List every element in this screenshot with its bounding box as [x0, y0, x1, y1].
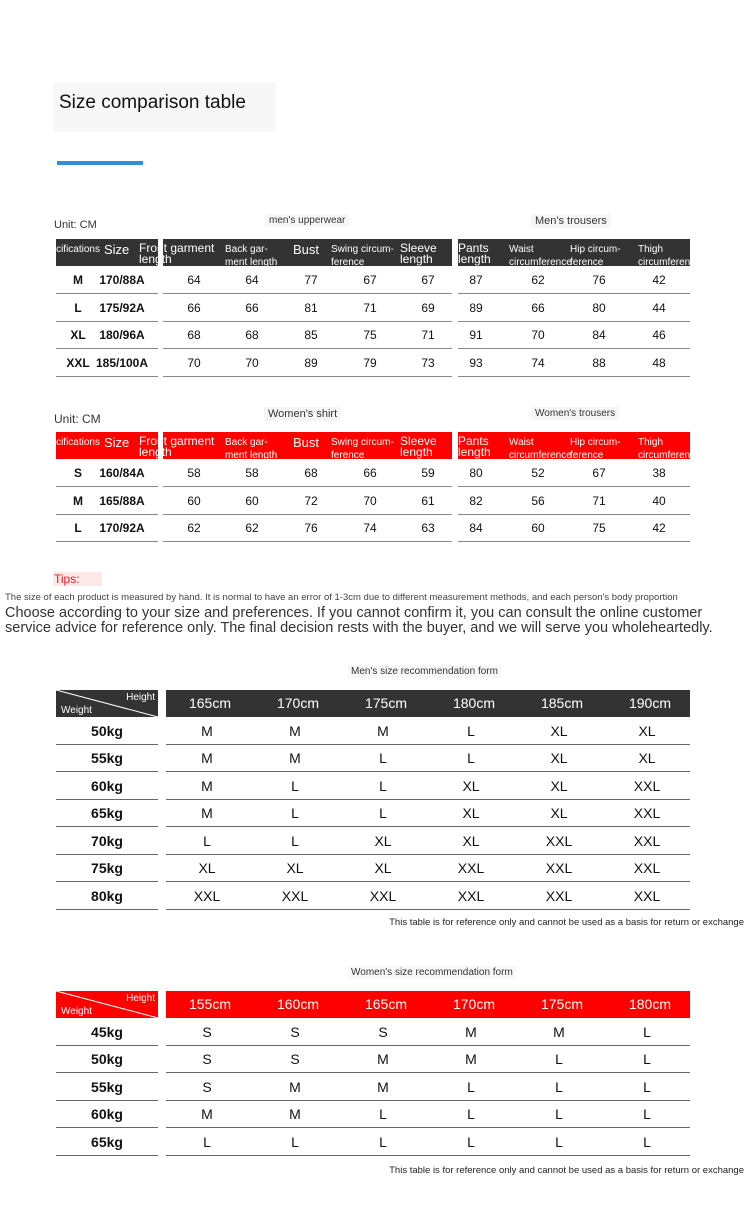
- size-cell: L: [555, 1051, 563, 1067]
- size-cell: M: [289, 750, 301, 766]
- table-cell: 76: [592, 273, 606, 287]
- size-cell: L: [291, 805, 299, 821]
- table-cell: 56: [531, 493, 545, 508]
- table-cell: 91: [469, 328, 483, 342]
- table-row: [166, 1046, 690, 1073]
- table-cell: 38: [652, 466, 666, 480]
- table-cell: 80: [469, 466, 483, 480]
- weight-label: 50kg: [56, 1046, 158, 1073]
- womens-unit-label: Unit: CM: [54, 412, 101, 426]
- table-cell: 170/92A: [99, 521, 145, 535]
- tips-main-text: Choose according to your size and preferences. If you cannot confirm it, you can consult the online customer service advice for reference only. The final decision rests with the buyer, and we will serve you wholeheartedly.: [5, 605, 713, 636]
- table-cell: 52: [531, 466, 545, 480]
- size-cell: L: [379, 1133, 387, 1150]
- size-cell: XXL: [457, 887, 485, 904]
- size-cell: XL: [550, 805, 568, 821]
- height-header: 160cm: [276, 996, 320, 1012]
- table-cell: 60: [531, 521, 545, 535]
- mens-lower-title: Men's trousers: [531, 214, 611, 228]
- size-cell: L: [203, 832, 211, 849]
- corner-cell: [56, 991, 158, 1018]
- mens-rec-note: This table is for reference only and cannot be used as a basis for return or exchange: [389, 917, 744, 928]
- size-cell: L: [291, 832, 299, 849]
- table-cell: 80: [592, 300, 606, 315]
- size-cell: XXL: [633, 777, 661, 794]
- size-cell: XXL: [457, 860, 485, 876]
- table-cell: L: [74, 300, 82, 315]
- table-cell: 70: [245, 355, 259, 370]
- size-cell: XL: [462, 805, 480, 821]
- table-cell: 59: [421, 466, 435, 480]
- table-cell: 68: [245, 328, 259, 342]
- corner-height-label: Height: [126, 692, 155, 703]
- table-cell: L: [74, 521, 82, 535]
- table-cell: 69: [421, 300, 435, 315]
- size-cell: M: [465, 1051, 477, 1067]
- column-header: Pants length: [458, 434, 491, 459]
- height-header: 165cm: [364, 996, 408, 1012]
- table-cell: 74: [531, 355, 545, 370]
- size-cell: XXL: [281, 887, 309, 904]
- weight-label: 80kg: [56, 883, 158, 910]
- mens-upper-title: men's upperwear: [265, 214, 349, 227]
- table-cell: 68: [304, 466, 318, 480]
- size-cell: L: [379, 1106, 387, 1122]
- table-cell: M: [73, 493, 83, 508]
- column-header: Front garment length: [139, 434, 215, 459]
- table-cell: M: [73, 273, 83, 287]
- column-header: Pants length: [458, 241, 491, 266]
- size-cell: L: [555, 1106, 563, 1122]
- table-cell: 89: [469, 300, 483, 315]
- column-header: Waist circumference: [509, 244, 572, 268]
- size-cell: L: [467, 1133, 475, 1150]
- table-cell: XL: [70, 328, 86, 342]
- size-cell: XXL: [369, 887, 397, 904]
- table-cell: 70: [187, 355, 201, 370]
- table-cell: 66: [245, 300, 259, 315]
- table-cell: 180/96A: [99, 328, 145, 342]
- column-header: Back gar-ment length: [225, 437, 278, 461]
- table-row: [166, 718, 690, 745]
- column-header: Back gar-ment length: [225, 244, 278, 268]
- size-cell: M: [201, 722, 213, 739]
- size-cell: L: [467, 722, 475, 739]
- size-cell: M: [377, 722, 389, 739]
- weight-label: 65kg: [56, 800, 158, 827]
- table-cell: 89: [304, 355, 318, 370]
- column-header: Hip circum-ference: [570, 437, 621, 461]
- womens-rec-title: Women's size recommendation form: [348, 966, 516, 979]
- table-cell: 87: [469, 273, 483, 287]
- table-cell: 77: [304, 273, 318, 287]
- table-cell: 75: [363, 328, 377, 342]
- table-cell: 67: [421, 273, 435, 287]
- size-cell: XL: [374, 832, 392, 849]
- size-cell: XXL: [193, 887, 221, 904]
- size-cell: S: [202, 1051, 212, 1067]
- table-row: [166, 883, 690, 910]
- table-cell: 170/88A: [99, 273, 145, 287]
- table-cell: 71: [421, 328, 435, 342]
- table-cell: 60: [187, 493, 201, 508]
- column-header: Waist circumference: [509, 437, 572, 461]
- height-header: 180cm: [452, 695, 496, 711]
- corner-weight-label: Weight: [61, 1006, 92, 1017]
- table-cell: 66: [187, 300, 201, 315]
- table-cell: 81: [304, 300, 318, 315]
- size-cell: L: [467, 1078, 475, 1095]
- height-header-row: [166, 690, 690, 717]
- size-cell: L: [291, 777, 299, 794]
- size-cell: L: [291, 1133, 299, 1150]
- weight-label: 55kg: [56, 1074, 158, 1101]
- size-cell: L: [643, 1078, 651, 1095]
- weight-label: 75kg: [56, 855, 158, 882]
- height-header: 155cm: [188, 996, 232, 1012]
- size-cell: XXL: [633, 887, 661, 904]
- size-cell: L: [643, 1106, 651, 1122]
- table-cell: 185/100A: [95, 355, 149, 370]
- womens-rec-note: This table is for reference only and cannot be used as a basis for return or exchange: [389, 1165, 744, 1176]
- height-header: 185cm: [540, 695, 584, 711]
- height-header: 180cm: [628, 996, 672, 1012]
- size-cell: XXL: [633, 860, 661, 876]
- table-cell: 40: [652, 493, 666, 508]
- size-cell: M: [377, 1051, 389, 1067]
- table-cell: 44: [652, 300, 666, 315]
- table-cell: 85: [304, 328, 318, 342]
- table-cell: 175/92A: [99, 300, 145, 315]
- tips-label: Tips:: [53, 572, 102, 586]
- column-header: Thigh circumference: [638, 437, 701, 461]
- table-cell: 48: [652, 355, 666, 370]
- table-cell: 64: [245, 273, 259, 287]
- size-cell: L: [203, 1133, 211, 1150]
- height-header: 175cm: [540, 996, 584, 1012]
- table-cell: 42: [652, 521, 666, 535]
- table-cell: 66: [531, 300, 545, 315]
- table-cell: 64: [187, 273, 201, 287]
- table-cell: S: [73, 466, 82, 480]
- table-cell: 88: [592, 355, 606, 370]
- size-cell: L: [467, 1106, 475, 1122]
- table-cell: 58: [245, 466, 259, 480]
- size-cell: L: [555, 1078, 563, 1095]
- size-cell: XL: [286, 860, 304, 876]
- table-cell: 160/84A: [99, 466, 145, 480]
- size-cell: XXL: [633, 832, 661, 849]
- column-header: Sleeve length: [400, 241, 437, 266]
- size-cell: L: [555, 1133, 563, 1150]
- size-cell: XL: [550, 722, 568, 739]
- size-cell: M: [289, 1106, 301, 1122]
- table-cell: 73: [421, 355, 435, 370]
- column-header: Front garment length: [139, 241, 215, 266]
- size-cell: M: [289, 722, 301, 739]
- table-row: [166, 800, 690, 827]
- table-cell: 60: [245, 493, 259, 508]
- size-cell: XL: [550, 777, 568, 794]
- column-header: Sleeve length: [400, 434, 437, 459]
- page-title: Size comparison table: [59, 92, 246, 113]
- column-header: Size: [104, 435, 130, 450]
- size-cell: XL: [198, 860, 216, 876]
- size-cell: XXL: [545, 832, 573, 849]
- weight-label: 70kg: [56, 828, 158, 855]
- table-cell: 62: [187, 521, 201, 535]
- table-cell: 63: [421, 521, 435, 535]
- table-cell: 68: [187, 328, 201, 342]
- table-cell: 74: [363, 521, 377, 535]
- size-cell: M: [201, 777, 213, 794]
- size-cell: S: [290, 1023, 300, 1040]
- size-cell: L: [379, 777, 387, 794]
- column-header: Bust: [293, 435, 320, 450]
- size-cell: L: [467, 750, 475, 766]
- size-cell: XL: [550, 750, 568, 766]
- size-cell: XL: [462, 832, 480, 849]
- size-cell: XXL: [633, 805, 661, 821]
- table-row: [166, 773, 690, 800]
- column-header: Hip circum-ference: [570, 244, 621, 268]
- table-cell: 71: [592, 493, 606, 508]
- height-header: 175cm: [364, 695, 408, 711]
- size-cell: XL: [374, 860, 392, 876]
- table-cell: 70: [531, 328, 545, 342]
- table-cell: 70: [363, 493, 377, 508]
- table-cell: 76: [304, 521, 318, 535]
- table-cell: 67: [363, 273, 377, 287]
- size-cell: XXL: [545, 887, 573, 904]
- table-row: [166, 1101, 690, 1128]
- size-cell: M: [377, 1078, 389, 1095]
- height-header: 170cm: [452, 996, 496, 1012]
- table-cell: 75: [592, 521, 606, 535]
- table-cell: 58: [187, 466, 201, 480]
- size-cell: M: [553, 1023, 565, 1040]
- table-row: [166, 828, 690, 855]
- table-cell: 93: [469, 355, 483, 370]
- table-cell: 72: [304, 493, 318, 508]
- weight-label: 60kg: [56, 1101, 158, 1128]
- tips-small-text: The size of each product is measured by hand. It is normal to have an error of 1-3cm due to different measurement methods, and each person's body proportion: [5, 592, 678, 603]
- table-row: [166, 1074, 690, 1101]
- table-cell: 46: [652, 328, 666, 342]
- table-cell: 165/88A: [99, 493, 145, 508]
- column-header: Specifications: [38, 244, 100, 255]
- table-cell: 82: [469, 493, 483, 508]
- height-header-row: [166, 991, 690, 1018]
- table-cell: 61: [421, 493, 435, 508]
- size-cell: L: [643, 1133, 651, 1150]
- size-cell: S: [378, 1023, 388, 1040]
- womens-lower-title: Women's trousers: [531, 407, 619, 420]
- size-cell: L: [643, 1023, 651, 1040]
- table-row: [166, 1019, 690, 1046]
- size-cell: L: [379, 750, 387, 766]
- weight-label: 60kg: [56, 773, 158, 800]
- weight-label: 45kg: [56, 1019, 158, 1046]
- womens-upper-title: Women's shirt: [264, 407, 341, 421]
- corner-weight-label: Weight: [61, 705, 92, 716]
- height-header: 190cm: [628, 695, 672, 711]
- height-header: 170cm: [276, 695, 320, 711]
- size-cell: XL: [638, 722, 656, 739]
- mens-rec-title: Men's size recommendation form: [348, 665, 501, 678]
- column-header: Swing circum-ference: [331, 437, 394, 461]
- column-header: Swing circum-ference: [331, 244, 394, 268]
- size-cell: XL: [462, 777, 480, 794]
- weight-label: 55kg: [56, 745, 158, 772]
- size-cell: M: [201, 750, 213, 766]
- size-cell: L: [643, 1051, 651, 1067]
- table-row: [166, 855, 690, 882]
- mens-unit-label: Unit: CM: [54, 219, 97, 231]
- size-cell: M: [465, 1023, 477, 1040]
- size-cell: L: [379, 805, 387, 821]
- table-cell: 66: [363, 466, 377, 480]
- table-cell: 84: [592, 328, 606, 342]
- table-cell: 84: [469, 521, 483, 535]
- height-header: 165cm: [188, 695, 232, 711]
- corner-cell: [56, 690, 158, 717]
- weight-label: 65kg: [56, 1129, 158, 1156]
- size-cell: M: [201, 805, 213, 821]
- size-cell: M: [289, 1078, 301, 1095]
- size-cell: M: [201, 1106, 213, 1122]
- size-cell: XXL: [545, 860, 573, 876]
- column-header: Bust: [293, 242, 320, 257]
- table-row: [166, 745, 690, 772]
- corner-height-label: Height: [126, 993, 155, 1004]
- table-cell: 42: [652, 273, 666, 287]
- column-header: Size: [104, 242, 130, 257]
- table-cell: 67: [592, 466, 606, 480]
- size-cell: S: [202, 1078, 212, 1095]
- column-header: Specifications: [38, 437, 100, 448]
- table-cell: 62: [245, 521, 259, 535]
- table-cell: 71: [363, 300, 377, 315]
- table-cell: 79: [363, 355, 377, 370]
- table-cell: XXL: [66, 355, 90, 370]
- size-cell: S: [290, 1051, 300, 1067]
- table-row: [166, 1129, 690, 1156]
- column-header: Thigh circumference: [638, 244, 701, 268]
- title-accent-bar: [57, 161, 143, 165]
- size-cell: XL: [638, 750, 656, 766]
- weight-label: 50kg: [56, 718, 158, 745]
- size-cell: S: [202, 1023, 212, 1040]
- table-cell: 62: [531, 273, 545, 287]
